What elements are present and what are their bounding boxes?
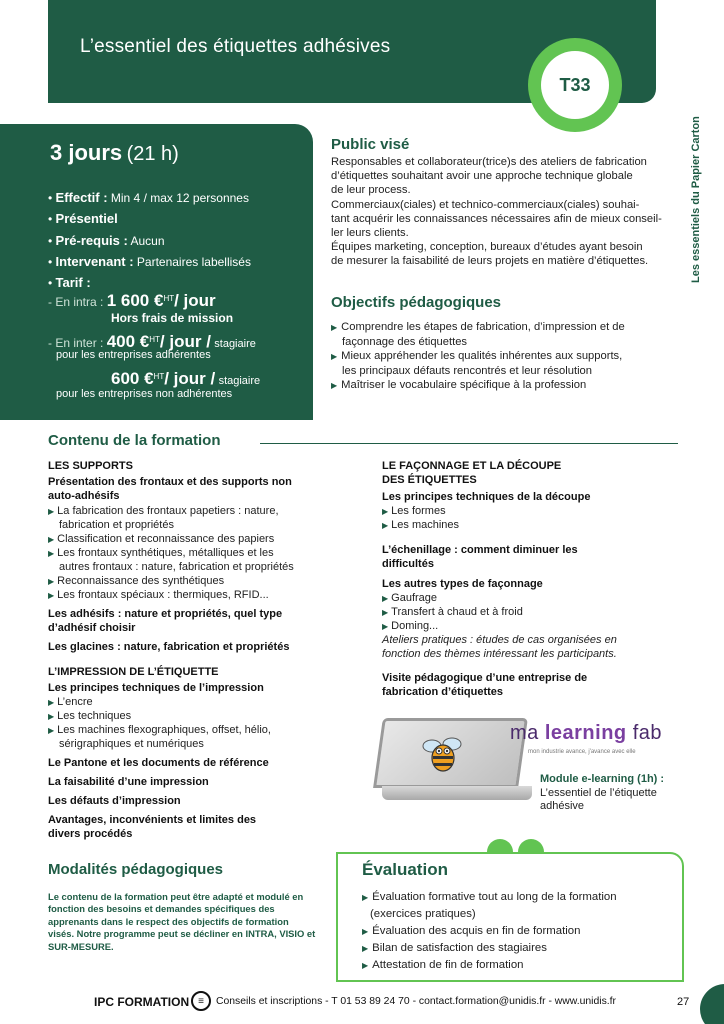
public-line: de leur process. xyxy=(331,184,411,197)
contenu-title: Contenu de la formation xyxy=(48,432,221,449)
public-line: de mesurer la faisabilité de leurs projets en matière d’étiquettes. xyxy=(331,255,649,268)
visite-2: fabrication d’étiquettes xyxy=(382,686,504,698)
inter-ht2: HT xyxy=(153,372,165,381)
malearningfab-logo: ma learning fab xyxy=(510,722,662,744)
tarif-label: Tarif : xyxy=(55,275,91,290)
list-item: ▶ Comprendre les étapes de fabrication, d’impression et de xyxy=(331,321,625,333)
faisabilite: La faisabilité d’une impression xyxy=(48,776,209,788)
list-item: ▶ Reconnaissance des synthétiques xyxy=(48,575,225,587)
adhesifs-2: d’adhésif choisir xyxy=(48,622,136,634)
effectif-line: • Effectif : Min 4 / max 12 personnes xyxy=(48,190,249,205)
inter-stagiaire: stagiaire xyxy=(214,338,256,350)
list-item: ▶ Les formes xyxy=(382,505,446,517)
public-text xyxy=(331,155,677,269)
bullet-icon: ▶ xyxy=(48,726,55,735)
contenu-divider xyxy=(260,443,678,444)
public-line: Responsables et collaborateur(trice)s des ateliers de fabrication xyxy=(331,156,647,168)
inter-note2: pour les entreprises non adhérentes xyxy=(56,388,233,400)
intra-line xyxy=(48,291,216,311)
list-item-cont: sérigraphiques et numériques xyxy=(59,738,204,750)
principes-decoupe: Les principes techniques de la découpe xyxy=(382,491,591,503)
list-item: ▶ Les frontaux spéciaux : thermiques, RFID... xyxy=(48,589,269,601)
elearning-module: Module e-learning (1h) : xyxy=(540,773,665,785)
bullet-icon: ▶ xyxy=(382,507,389,516)
footer-brand: IPC FORMATION xyxy=(94,995,190,1009)
autres-faconnage: Les autres types de façonnage xyxy=(382,578,543,590)
bullet-icon: ▶ xyxy=(382,608,389,617)
inter-price: 400 € xyxy=(106,332,150,351)
echenillage-1: L’échenillage : comment diminuer les xyxy=(382,544,578,556)
intervenant-value: Partenaires labellisés xyxy=(136,255,251,269)
duration-hours: (21 h) xyxy=(126,143,179,165)
page-number: 27 xyxy=(677,996,690,1008)
intra-ht: HT xyxy=(163,294,175,303)
list-item: ▶ Classification et reconnaissance des papiers xyxy=(48,533,275,545)
inter-ht: HT xyxy=(149,335,160,344)
list-item-cont: les principaux défauts rencontrés et leur résolution xyxy=(342,365,592,377)
list-item: ▶ Maîtriser le vocabulaire spécifique à la profession xyxy=(331,379,587,391)
impression-heading: L’IMPRESSION DE L’ÉTIQUETTE xyxy=(48,666,219,678)
adhesifs-1: Les adhésifs : nature et propriétés, quel type xyxy=(48,608,283,620)
intra-label: - En intra : xyxy=(48,295,104,309)
objectifs-list xyxy=(331,320,677,393)
ateliers-1: Ateliers pratiques : études de cas organisées en xyxy=(382,634,617,646)
public-line: Commerciaux(ciales) et technico-commerciaux(ciales) souhai- xyxy=(331,198,640,211)
duration xyxy=(50,140,179,166)
faconnage-2: DES ÉTIQUETTES xyxy=(382,474,477,486)
intervenant-label: Intervenant : xyxy=(55,254,134,269)
list-item: ▶ Gaufrage xyxy=(382,592,438,604)
intra-unit: / jour xyxy=(174,291,216,310)
presentiel-line: • Présentiel xyxy=(48,211,118,226)
list-item-cont: façonnage des étiquettes xyxy=(342,336,468,348)
logo-tagline: mon industrie avance, j'avance avec elle xyxy=(528,749,636,755)
avantages-1: Avantages, inconvénients et limites des xyxy=(48,814,257,826)
list-item-cont: (exercices pratiques) xyxy=(370,908,476,920)
bee-mascot-icon xyxy=(418,728,468,778)
bullet-icon: ▶ xyxy=(362,927,369,936)
page-title: L’essentiel des étiquettes adhésives xyxy=(80,36,391,57)
intra-price: 1 600 € xyxy=(106,291,164,310)
bullet-icon: ▶ xyxy=(362,893,369,902)
footer-contact[interactable]: Conseils et inscriptions - T 01 53 89 24 70 - contact.formation@unidis.fr - www.unidis.fr xyxy=(216,996,616,1007)
echenillage-2: difficultés xyxy=(382,558,434,570)
list-item-cont: autres frontaux : nature, fabrication et propriétés xyxy=(59,561,294,573)
public-line: Équipes marketing, conception, bureaux d’études ayant besoin xyxy=(331,241,643,254)
prerequis-value: Aucun xyxy=(130,234,165,248)
list-item: ▶ Attestation de fin de formation xyxy=(362,959,524,971)
bullet-icon: ▶ xyxy=(362,944,369,953)
effectif-label: Effectif : xyxy=(55,190,108,205)
presentiel-label: Présentiel xyxy=(55,211,118,226)
duration-main: 3 jours xyxy=(50,140,123,165)
public-title: Public visé xyxy=(331,136,410,153)
supports-heading: LES SUPPORTS xyxy=(48,460,133,472)
bullet-icon: ▶ xyxy=(362,961,369,970)
intra-note: Hors frais de mission xyxy=(111,311,234,325)
modalites-title: Modalités pédagogiques xyxy=(48,861,224,878)
list-item: ▶ Les machines xyxy=(382,519,460,531)
principes-impression: Les principes techniques de l’impression xyxy=(48,682,264,694)
list-item: ▶ La fabrication des frontaux papetiers : nature, xyxy=(48,505,279,517)
bullet-icon: ▶ xyxy=(48,577,55,586)
effectif-value: Min 4 / max 12 personnes xyxy=(110,191,249,205)
objectifs-title: Objectifs pédagogiques xyxy=(331,294,502,311)
inter-line2 xyxy=(111,369,260,389)
list-item: ▶ Évaluation formative tout au long de la formation xyxy=(362,891,617,903)
bullet-icon: ▶ xyxy=(48,507,55,516)
bullet-icon: ▶ xyxy=(48,712,55,721)
list-item: ▶ Les techniques xyxy=(48,710,132,722)
elearning-desc: L’essentiel de l’étiquette adhésive xyxy=(540,787,657,812)
bullet-icon: ▶ xyxy=(382,622,389,631)
frontaux-title-1: Présentation des frontaux et des supports non xyxy=(48,476,292,488)
bullet-icon: ▶ xyxy=(382,521,389,530)
public-line: tant acquérir les connaissances nécessaires afin de mieux conseil- xyxy=(331,212,662,225)
list-item: ▶ Transfert à chaud et à froid xyxy=(382,606,523,618)
ipc-logo-icon: ≡ xyxy=(191,991,211,1011)
side-label: Les essentiels du Papier Carton xyxy=(690,116,702,284)
public-line: d’étiquettes souhaitant avoir une approche technique globale xyxy=(331,170,633,183)
tarif-line: • Tarif : xyxy=(48,275,91,290)
bullet-icon: ▶ xyxy=(331,381,338,390)
bullet-icon: ▶ xyxy=(331,323,338,332)
visite-1: Visite pédagogique d’une entreprise de xyxy=(382,672,588,684)
bullet-icon: ▶ xyxy=(331,352,338,361)
defauts: Les défauts d’impression xyxy=(48,795,181,807)
inter-unit2: / jour / xyxy=(164,369,216,388)
bullet-icon: ▶ xyxy=(48,549,55,558)
ateliers-2: fonction des thèmes intéressant les participants. xyxy=(382,648,617,660)
glacines: Les glacines : nature, fabrication et propriétés xyxy=(48,641,290,653)
intervenant-line: • Intervenant : Partenaires labellisés xyxy=(48,254,251,269)
modalites-text: Le contenu de la formation peut être adapté et modulé en fonction des besoins et demandes spécifiques des apprenants dans le respect des objectifs de formation visés. Notre programme peut se décliner en INTRA, VISIO et SUR-MESURE. xyxy=(48,891,316,952)
inter-price2: 600 € xyxy=(111,369,154,388)
inter-note1: pour les entreprises adhérentes xyxy=(56,349,211,361)
list-item: ▶ Mieux appréhender les qualités inhérentes aux supports, xyxy=(331,350,623,362)
list-item: ▶ Bilan de satisfaction des stagiaires xyxy=(362,942,547,954)
faconnage-1: LE FAÇONNAGE ET LA DÉCOUPE xyxy=(382,460,562,472)
bullet-icon: ▶ xyxy=(382,594,389,603)
public-line: ler leurs clients. xyxy=(331,227,409,240)
pantone: Le Pantone et les documents de référence xyxy=(48,757,269,769)
laptop-base xyxy=(382,786,532,800)
list-item: ▶ Les machines flexographiques, offset, hélio, xyxy=(48,724,271,736)
inter-label: - En inter : xyxy=(48,336,104,350)
eval-decor-dot xyxy=(487,839,513,852)
inter-unit: / jour / xyxy=(159,332,211,351)
prerequis-label: Pré-requis : xyxy=(55,233,128,248)
frontaux-title-2: auto-adhésifs xyxy=(48,490,120,502)
avantages-2: divers procédés xyxy=(48,828,133,840)
eval-decor-dot xyxy=(518,839,544,852)
bullet-icon: ▶ xyxy=(48,698,55,707)
list-item: ▶ Les frontaux synthétiques, métalliques et les xyxy=(48,547,274,559)
bullet-icon: ▶ xyxy=(48,535,55,544)
list-item-cont: fabrication et propriétés xyxy=(59,519,174,531)
list-item: ▶ Doming... xyxy=(382,620,439,632)
list-item: ▶ L’encre xyxy=(48,696,93,708)
code-badge: T33 xyxy=(541,51,609,119)
bullet-icon: ▶ xyxy=(48,591,55,600)
evaluation-title: Évaluation xyxy=(362,860,448,879)
inter-stagiaire2: stagiaire xyxy=(218,375,261,387)
list-item: ▶ Évaluation des acquis en fin de formation xyxy=(362,925,581,937)
prerequis-line: • Pré-requis : Aucun xyxy=(48,233,165,248)
corner-decor xyxy=(700,984,724,1024)
